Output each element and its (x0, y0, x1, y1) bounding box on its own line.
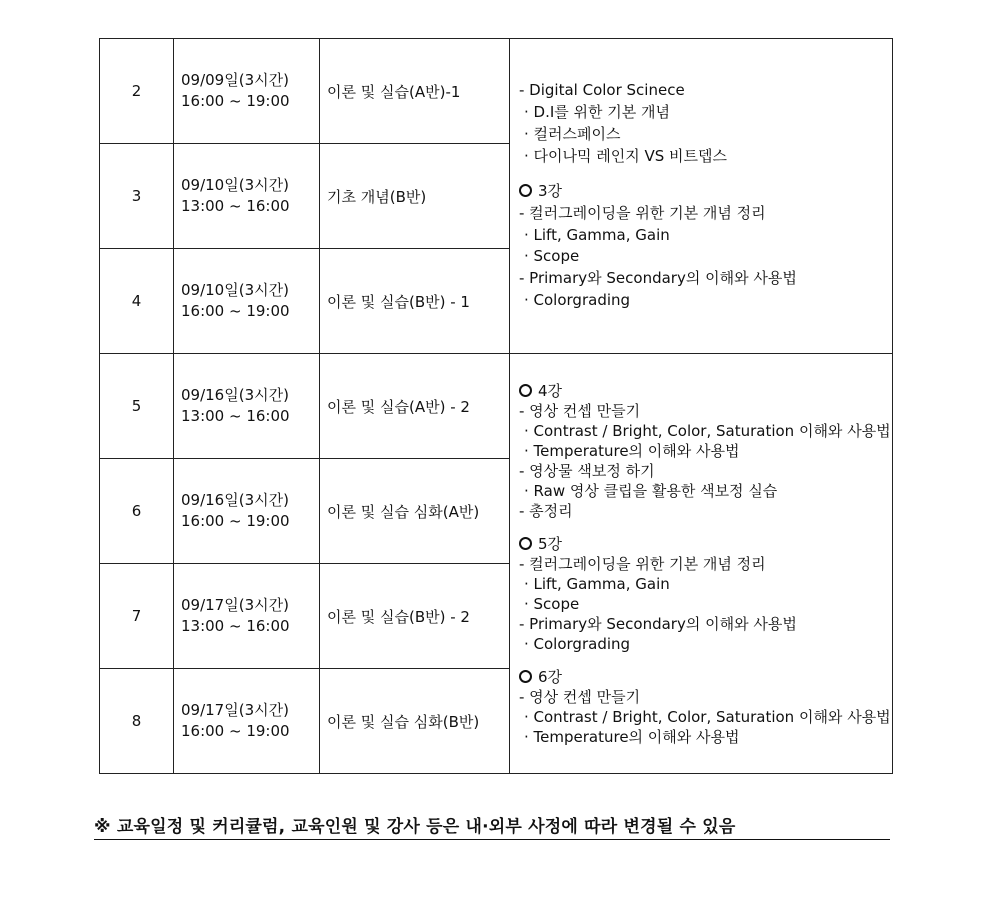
content-line: - 영상 컨셉 만들기 (519, 401, 641, 420)
row-number: 4 (100, 249, 174, 354)
row-date-cell (174, 564, 320, 669)
content-line: - 총정리 (519, 501, 573, 520)
row-date: 09/10일(3시간) (181, 281, 289, 299)
row-time: 13:00 ~ 16:00 (181, 617, 290, 635)
table-row (100, 39, 893, 144)
row-time: 13:00 ~ 16:00 (181, 407, 290, 425)
row-date-cell (174, 249, 320, 354)
row-date: 09/10일(3시간) (181, 176, 289, 194)
row-date-cell (174, 39, 320, 144)
content-line: - 컬러그레이딩을 위한 기본 개념 정리 (519, 204, 766, 222)
row-number: 7 (100, 564, 174, 669)
row-date: 09/17일(3시간) (181, 596, 289, 614)
row-title: 이론 및 실습(B반) - 2 (320, 564, 510, 669)
row-date-cell (174, 459, 320, 564)
circle-bullet-icon (519, 670, 532, 683)
circle-bullet-icon (519, 384, 532, 397)
row-date: 09/16일(3시간) (181, 386, 289, 404)
content-line: · 다이나믹 레인지 VS 비트뎁스 (524, 146, 728, 165)
row-title: 이론 및 실습 심화(B반) (320, 669, 510, 774)
lecture-4-title: 4강 (538, 381, 563, 400)
content-line: · Lift, Gamma, Gain (524, 225, 670, 244)
row-time: 16:00 ~ 19:00 (181, 722, 290, 740)
content-cell-b (510, 354, 893, 774)
content-line: · Scope (524, 594, 580, 613)
row-number: 8 (100, 669, 174, 774)
lecture-3-title: 3강 (538, 182, 563, 201)
content-line: · D.I를 위한 기본 개념 (524, 103, 671, 122)
spacer (519, 521, 892, 534)
content-line: · 컬러스페이스 (524, 124, 621, 143)
content-line: · Colorgrading (524, 634, 631, 653)
content-line: · Contrast / Bright, Color, Saturation 이해와 사용법 (524, 421, 891, 440)
row-date: 09/16일(3시간) (181, 491, 289, 509)
table-row (100, 354, 893, 459)
circle-bullet-icon (519, 537, 532, 550)
row-date-cell (174, 669, 320, 774)
content-line: · Colorgrading (524, 290, 631, 309)
row-number: 5 (100, 354, 174, 459)
schedule-change-notice: ※ 교육일정 및 커리큘럼, 교육인원 및 강사 등은 내·외부 사정에 따라 변경될 수 있음 (94, 812, 890, 840)
row-title: 이론 및 실습(B반) - 1 (320, 249, 510, 354)
lecture-6-title: 6강 (538, 667, 563, 686)
row-date-cell (174, 144, 320, 249)
content-line: · Temperature의 이해와 사용법 (524, 727, 740, 746)
schedule-table (99, 38, 893, 774)
row-time: 16:00 ~ 19:00 (181, 512, 290, 530)
content-line: - 컬러그레이딩을 위한 기본 개념 정리 (519, 554, 766, 573)
row-title: 이론 및 실습(A반)-1 (320, 39, 510, 144)
content-line: · Temperature의 이해와 사용법 (524, 441, 740, 460)
row-date-cell (174, 354, 320, 459)
row-number: 6 (100, 459, 174, 564)
row-date: 09/17일(3시간) (181, 701, 289, 719)
content-line: · Contrast / Bright, Color, Saturation 이해와 사용법 (524, 707, 891, 726)
content-line: · Scope (524, 247, 580, 266)
content-line: · Lift, Gamma, Gain (524, 574, 670, 593)
row-title: 이론 및 실습(A반) - 2 (320, 354, 510, 459)
content-line: · Raw 영상 클립을 활용한 색보정 실습 (524, 481, 778, 500)
row-number: 3 (100, 144, 174, 249)
content-line: - Primary와 Secondary의 이해와 사용법 (519, 269, 797, 288)
lecture-5-title: 5강 (538, 534, 563, 553)
row-date: 09/09일(3시간) (181, 71, 289, 89)
row-time: 16:00 ~ 19:00 (181, 92, 290, 110)
content-line: - 영상물 색보정 하기 (519, 461, 655, 480)
row-number: 2 (100, 39, 174, 144)
lecture-3-heading (519, 181, 892, 203)
lecture-5-heading (519, 534, 892, 554)
lecture-6-heading (519, 667, 892, 687)
spacer (519, 167, 892, 181)
lecture-4-heading (519, 381, 892, 401)
row-time: 16:00 ~ 19:00 (181, 302, 290, 320)
spacer (519, 654, 892, 667)
row-title: 기초 개념(B반) (320, 144, 510, 249)
row-time: 13:00 ~ 16:00 (181, 197, 290, 215)
content-line: - 영상 컨셉 만들기 (519, 687, 641, 706)
circle-bullet-icon (519, 184, 532, 197)
content-cell-a (510, 39, 893, 354)
row-title: 이론 및 실습 심화(A반) (320, 459, 510, 564)
content-line: - Primary와 Secondary의 이해와 사용법 (519, 614, 797, 633)
content-line: - Digital Color Scinece (519, 81, 685, 100)
